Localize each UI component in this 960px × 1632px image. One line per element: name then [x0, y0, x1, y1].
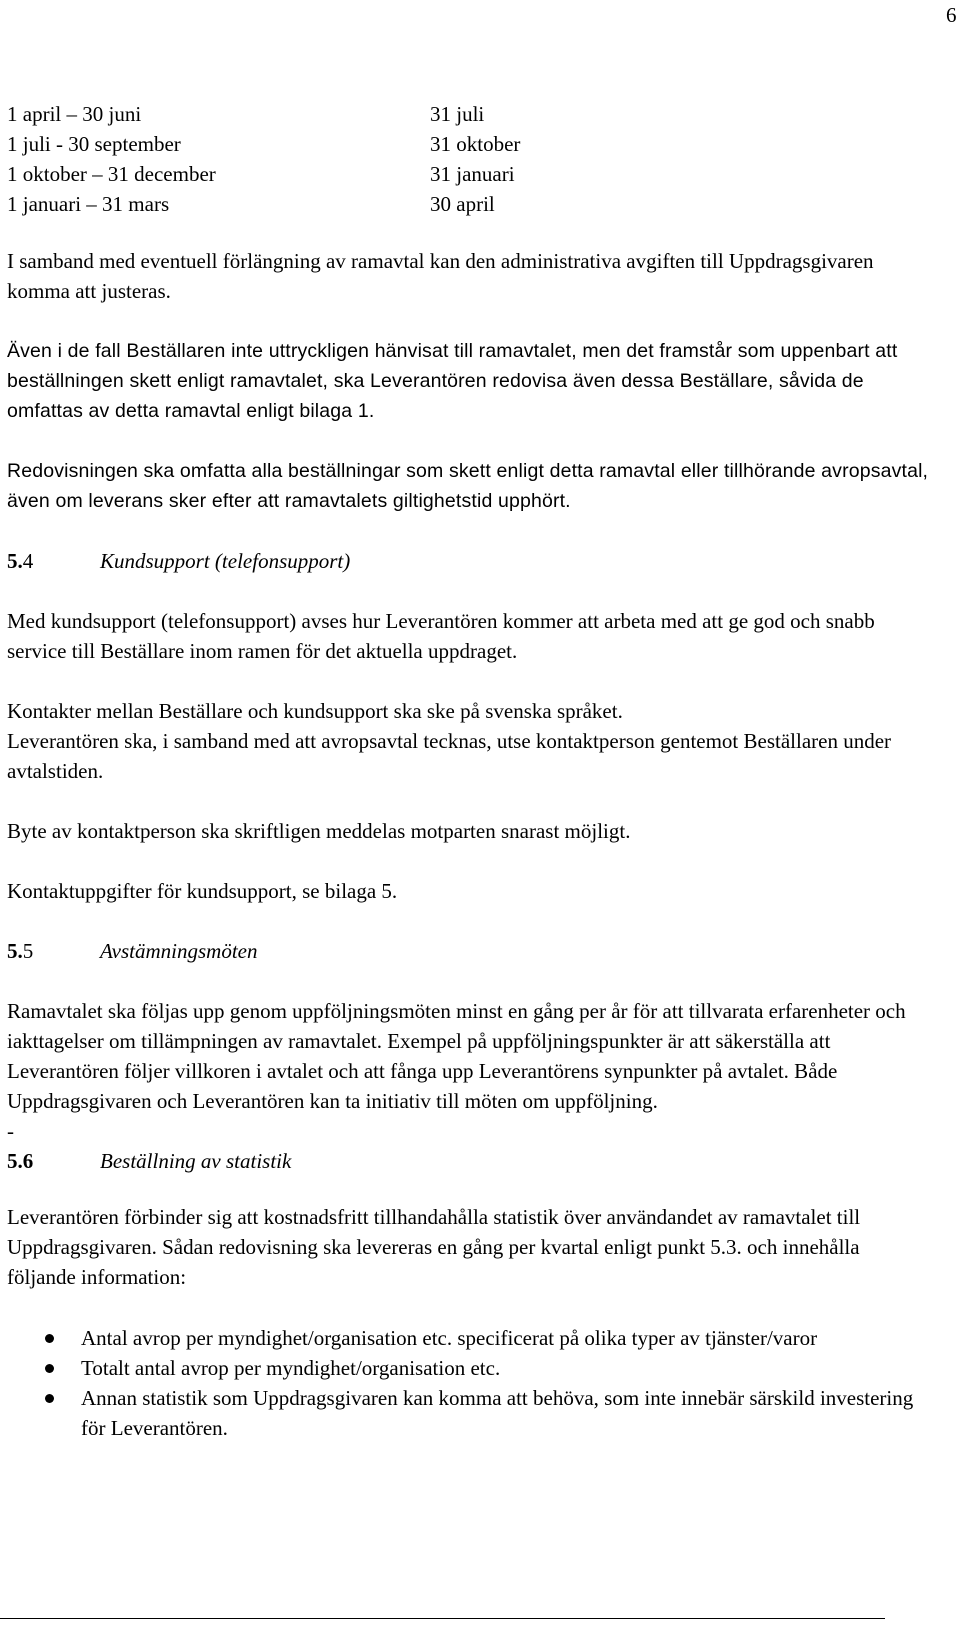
bullet-icon	[45, 1364, 54, 1373]
statistics-paragraph: Leverantören förbinder sig att kostnadsfritt tillhandahålla statistik över användandet av ramavtalet till Uppdragsgivaren. Sådan redovisning ska levereras en gång per kvartal enligt punkt 5.3. och innehålla följande information:	[7, 1205, 861, 1289]
section-title: Kundsupport (telefonsupport)	[100, 549, 351, 573]
dash-line: -	[7, 1119, 14, 1143]
contact-person-paragraph: Leverantören ska, i samband med att avropsavtal tecknas, utse kontaktperson gentemot Beställaren under avtalstiden.	[7, 729, 892, 783]
section-heading-5-5	[7, 936, 932, 966]
list-item	[7, 1323, 932, 1353]
section-number: 5.4	[7, 549, 34, 573]
schedule-period: 1 oktober – 31 december	[7, 162, 216, 186]
schedule-date: 30 april	[430, 192, 495, 216]
schedule-date: 31 oktober	[430, 132, 521, 156]
contact-change-paragraph: Byte av kontaktperson ska skriftligen meddelas motparten snarast möjligt.	[7, 819, 631, 843]
schedule-row	[7, 99, 932, 129]
section-heading-5-4	[7, 546, 932, 576]
schedule-row	[7, 159, 932, 189]
statistics-bullet-list	[7, 1323, 932, 1443]
follow-up-paragraph: Ramavtalet ska följas upp genom uppföljningsmöten minst en gång per år för att tillvarata erfarenheter och iakttagelser om tillämpningen av ramavtalet. Exempel på uppföljningspunkter är att säkerställa att Leverantören följer villkoren i avtalet och att fånga upp Leverantörens synpunkter på avtalet. Både Uppdragsgivaren och Leverantören kan ta initiativ till möten om uppföljning.	[7, 999, 906, 1113]
section-title: Avstämningsmöten	[100, 939, 258, 963]
list-item-text: Annan statistik som Uppdragsgivaren kan komma att behöva, som inte innebär särskild investering för Leverantören.	[81, 1386, 914, 1440]
page-number: 6	[946, 3, 957, 27]
admin-fee-paragraph: I samband med eventuell förlängning av ramavtal kan den administrativa avgiften till Uppdragsgivaren komma att justeras.	[7, 249, 874, 303]
reporting-scope-paragraph: Redovisningen ska omfatta alla beställningar som skett enligt detta ramavtal eller tillhörande avropsavtal, även om leverans sker efter att ramavtalets giltighetstid upphört.	[7, 460, 929, 512]
language-paragraph: Kontakter mellan Beställare och kundsupport ska ske på svenska språket.	[7, 699, 623, 723]
list-item	[7, 1353, 932, 1383]
list-item	[7, 1383, 932, 1443]
list-item-text: Totalt antal avrop per myndighet/organisation etc.	[81, 1356, 501, 1380]
schedule-period: 1 april – 30 juni	[7, 102, 142, 126]
contact-info-paragraph: Kontaktuppgifter för kundsupport, se bilaga 5.	[7, 879, 398, 903]
schedule-date: 31 januari	[430, 162, 515, 186]
schedule-period: 1 juli - 30 september	[7, 132, 181, 156]
section-heading-5-6	[7, 1146, 932, 1176]
schedule-row	[7, 129, 932, 159]
section-number: 5.6	[7, 1149, 34, 1173]
section-number: 5.5	[7, 939, 34, 963]
schedule-period: 1 januari – 31 mars	[7, 192, 170, 216]
reporting-schedule	[7, 99, 932, 219]
list-item-text: Antal avrop per myndighet/organisation etc. specificerat på olika typer av tjänster/varor	[81, 1326, 818, 1350]
bullet-icon	[45, 1334, 54, 1343]
document-body	[7, 99, 932, 1443]
section-title: Beställning av statistik	[100, 1149, 292, 1173]
schedule-date: 31 juli	[430, 102, 485, 126]
customer-support-paragraph: Med kundsupport (telefonsupport) avses hur Leverantören kommer att arbeta med att ge god och snabb service till Beställare inom ramen för det aktuella uppdraget.	[7, 609, 875, 663]
footer-divider	[0, 1618, 885, 1619]
bullet-icon	[45, 1394, 54, 1403]
schedule-row	[7, 189, 932, 219]
even-cases-paragraph: Även i de fall Beställaren inte uttryckligen hänvisat till ramavtalet, men det framstår som uppenbart att beställningen skett enligt ramavtalet, ska Leverantören redovisa även dessa Beställare, såvida de omfattas av detta ramavtal enligt bilaga 1.	[7, 340, 898, 422]
